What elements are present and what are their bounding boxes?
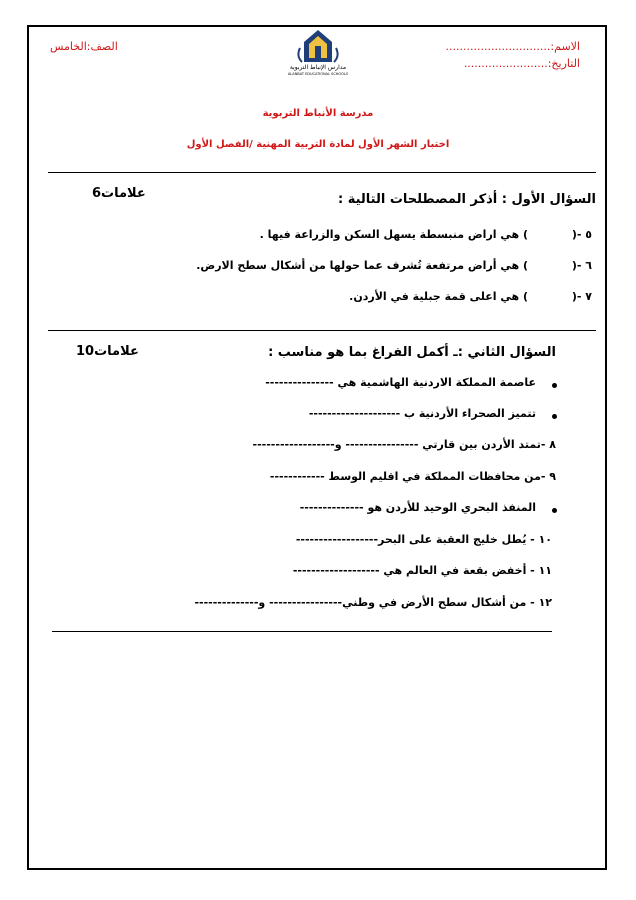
q2-item: ٩ -من محافظات المملكة في اقليم الوسط ------------ [269, 470, 556, 483]
logo-text-ar: مدارس الإنباط التربوية [289, 64, 347, 71]
q1-item-num: ٦ -( [571, 259, 592, 272]
bullet [552, 414, 557, 419]
q2-item: ٨ -تمتد الأردن بين قارتي ---------------- و------------------ [252, 438, 556, 451]
bullet [552, 383, 557, 388]
q2-item: ١١ - أخفض بقعة في العالم هي ------------------- [292, 564, 552, 577]
school-logo [278, 28, 358, 76]
student-name-label: الاسم:.............................. [445, 40, 580, 53]
logo-text-en: ALANBAT EDUCATIONAL SCHOOLS [287, 72, 349, 76]
q2-title: السؤال الثاني :ـ أكمل الفراغ بما هو مناسب : [268, 345, 556, 360]
q1-item-num: ٥ -( [571, 228, 592, 241]
divider-3 [52, 631, 552, 632]
q1-item-num: ٧ -( [571, 290, 592, 303]
bullet [552, 508, 557, 513]
exam-title: اختبار الشهر الأول لمادة التربية المهنية /الفصل الأول [186, 139, 450, 150]
q1-marks: 6علامات [92, 186, 146, 201]
divider-2 [48, 330, 596, 331]
q2-item: المنفذ البحري الوحيد للأردن هو -------------- [299, 501, 536, 514]
q1-item-text: ) هي اراض منبسطة يسهل السكن والزراعة فيها . [259, 228, 528, 241]
q2-item: ١٢ - من أشكال سطح الأرض في وطني---------------- و-------------- [194, 596, 552, 609]
divider-1 [48, 172, 596, 173]
date-label: التاريخ:........................ [463, 57, 580, 70]
grade-label: الصف:الخامس [50, 40, 118, 53]
school-name: مدرسة الأنباط التربوية [262, 108, 374, 119]
q2-item: تتميز الصحراء الأردنية ب -------------------- [308, 407, 536, 420]
q1-item-text: ) هي أراض مرتفعة تُشرف عما حولها من أشكال سطح الارض. [196, 259, 528, 272]
q2-item: عاصمة المملكة الاردنية الهاشمية هي --------------- [265, 376, 536, 389]
q2-marks: 10علامات [76, 344, 139, 359]
q1-title: السؤال الأول : أذكر المصطلحات التالية : [337, 192, 596, 207]
q1-item-text: ) هي اعلى قمة جبلية في الأردن. [349, 290, 528, 303]
q2-item: ١٠ - يُطل خليج العقبة على البحر------------------ [295, 533, 552, 546]
